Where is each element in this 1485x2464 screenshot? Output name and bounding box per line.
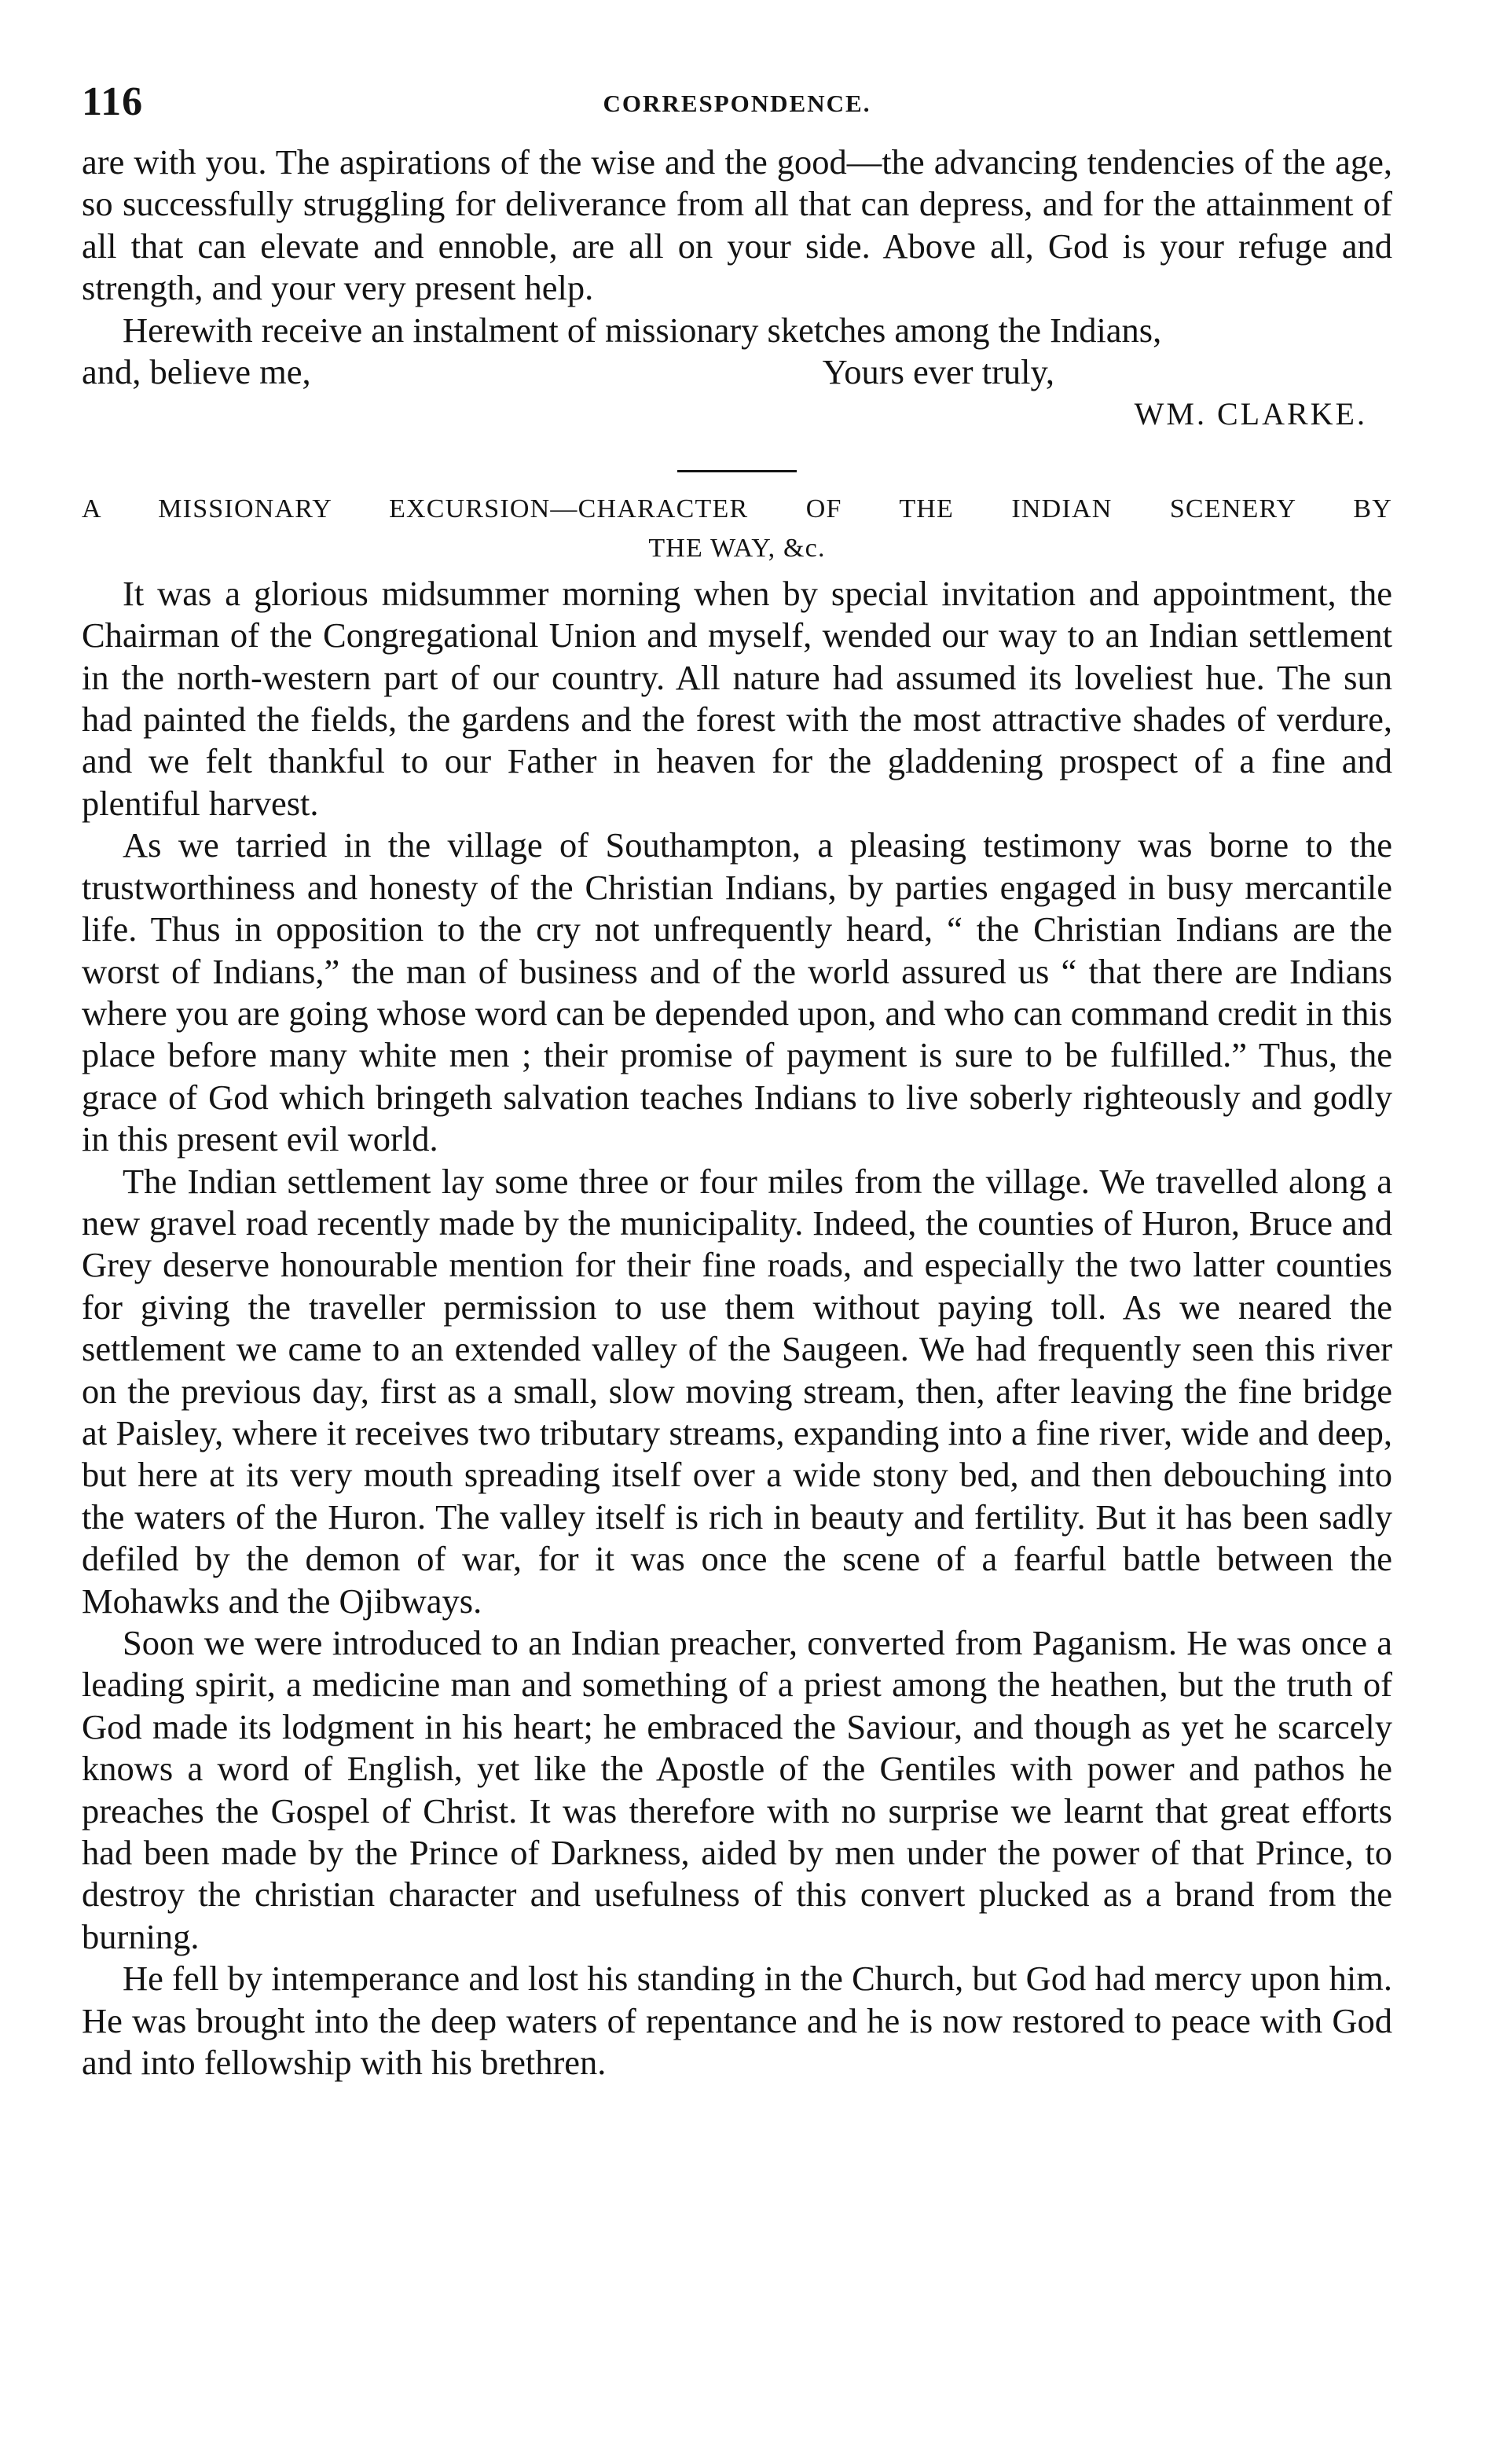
page-number: 116 — [82, 79, 144, 124]
article-heading — [82, 490, 1392, 568]
running-header — [82, 79, 1392, 141]
article-paragraph: It was a glorious midsummer morning when by special invitation and appointment, the Chairman of the Congregational Union and myself, wended our way to an Indian settlement in the north-western part of our country. All nature had assumed its loveliest hue. The sun had painted the fields, the gardens and the forest with the most attractive shades of verdure, and we felt thankful to our Father in heaven for the gladdening prospect of a fine and plentiful harvest. — [82, 573, 1392, 823]
article-body — [82, 573, 1392, 2084]
valediction-right: Yours ever truly, — [822, 352, 1054, 392]
section-divider-rule — [677, 470, 797, 472]
article-paragraph: Soon we were introduced to an Indian preacher, converted from Paganism. He was once a leading spirit, a medicine man and something of a priest among the heathen, but the truth of God made its lodgment in his heart; he embraced the Saviour, and though as yet he scarcely knows a word of English, yet like the Apostle of the Gentiles with power and pathos he preaches the Gospel of Christ. It was therefore with no surprise we learnt that great efforts had been made by the Prince of Darkness, aided by men under the power of that Prince, to destroy the christian character and usefulness of this convert plucked as a brand from the burning. — [82, 1623, 1392, 1956]
article-heading-line-2: THE WAY, &c. — [648, 533, 826, 563]
letter-closing-paragraph: Herewith receive an instalment of missionary sketches among the Indians, — [123, 310, 1162, 350]
letter-valediction — [82, 351, 1392, 393]
article-paragraph: He fell by intemperance and lost his standing in the Church, but God had mercy upon him. He was brought into the deep waters of repentance and he is now restored to peace with God and into fellowship with his brethren. — [82, 1959, 1392, 2083]
article-paragraph: As we tarried in the village of Southampton, a pleasing testimony was borne to the trustworthiness and honesty of the Christian Indians, by parties engaged in busy mercantile life. Thus in opposition to the cry not unfrequently heard, “ the Christian Indians are the worst of Indians,” the man of business and of the world assured us “ that there are Indians where you are going whose word can be depended upon, and who can command credit in this place before many white men ; their promise of payment is sure to be fulfilled.” Thus, the grace of God which bringeth salvation teaches Indians to live soberly righteously and godly in this present evil world. — [82, 825, 1392, 1159]
article-paragraph: The Indian settlement lay some three or four miles from the village. We travelled along a new gravel road recently made by the municipality. Indeed, the counties of Huron, Bruce and Grey deserve honourable mention for their fine roads, and especially the two latter counties for giving the traveller permission to use them without paying toll. As we neared the settlement we came to an extended valley of the Saugeen. We had frequently seen this river on the previous day, first as a small, slow moving stream, then, after leaving the fine bridge at Paisley, where it receives two tributary streams, expanding into a fine river, wide and deep, but here at its very mouth spreading itself over a wide stony bed, and then debouching into the waters of the Huron. The valley itself is rich in beauty and fertility. But it has been sadly defiled by the demon of war, for it was once the scene of a fearful battle between the Mohawks and the Ojibways. — [82, 1161, 1392, 1621]
letter-signature: WM. CLARKE. — [1134, 396, 1367, 432]
letter-continuation-paragraph: are with you. The aspirations of the wise and the good—the advancing tendencies of the age, so successfully struggling for deliverance from all that can depress, and for the attainment of all that can elevate and ennoble, are all on your side. Above all, God is your refuge and strength, and your very present help. — [82, 142, 1392, 308]
letter-conclusion — [82, 141, 1392, 435]
valediction-left: and, believe me, — [82, 352, 311, 392]
running-title: CORRESPONDENCE. — [603, 90, 871, 117]
book-page — [82, 79, 1392, 2084]
article-heading-line-1: A MISSIONARY EXCURSION—CHARACTER OF THE INDIAN SCENERY BY — [82, 494, 1392, 523]
